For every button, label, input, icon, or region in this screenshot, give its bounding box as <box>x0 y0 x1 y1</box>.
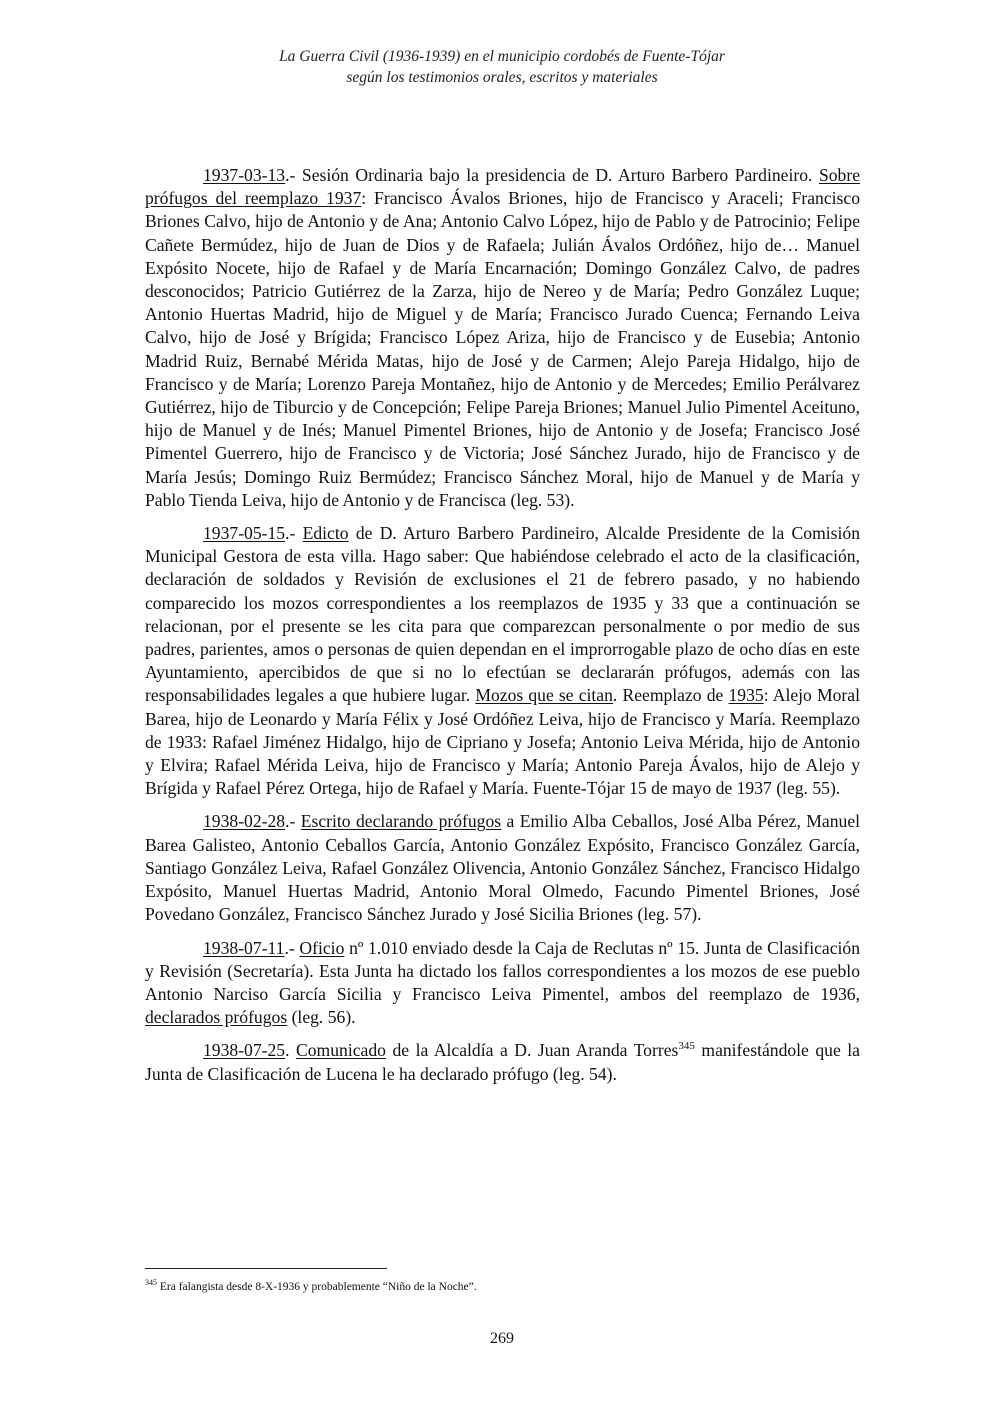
entry-separator: .- <box>285 811 301 832</box>
footnote-divider <box>145 1268 387 1269</box>
entry-document-type: Edicto <box>302 523 349 544</box>
footnote-reference[interactable]: 345 <box>678 1040 695 1053</box>
entry-date: 1938-02-28 <box>203 811 286 832</box>
entry-1937-05-15 <box>145 522 860 800</box>
entry-text: de la Alcaldía a D. Juan Aranda Torres <box>385 1040 679 1061</box>
entry-1938-02-28 <box>145 810 860 926</box>
entry-underlined-year: 1935 <box>728 685 764 706</box>
entry-text: : Francisco Ávalos Briones, hijo de Francisco y Araceli; Francisco Briones Calvo, hijo de Antonio y de Ana; Antonio Calvo López, hijo de Pablo y de Patrocinio; Felipe Cañete Bermúdez, hijo de Juan de Dios y de Rafaela; Julián Ávalos Ordóñez, hijo de… Manuel Expósito Nocete, hijo de Rafael y de María Encarnación; Domingo González Calvo, de padres desconocidos; Patricio Gutiérrez de la Zarza, hijo de Nereo y de María; Pedro González Luque; Antonio Huertas Madrid, hijo de Miguel y de María; Francisco Jurado Cuenca; Fernando Leiva Calvo, hijo de José y Brígida; Francisco López Ariza, hijo de Francisco y de Eusebia; Antonio Madrid Ruiz, Bernabé Mérida Matas, hijo de José y de Carmen; Alejo Pareja Hidalgo, hijo de Francisco y de María; Lorenzo Pareja Montañez, hijo de Antonio y de Mercedes; Emilio Perálvarez Gutiérrez, hijo de Tiburcio y de Concepción; Felipe Pareja Briones; Manuel Julio Pimentel Aceituno, hijo de Manuel y de Inés; Manuel Pimentel Briones, hijo de Antonio y de Josefa; Francisco José Pimentel Guerrero, hijo de Francisco y de Victoria; José Sánchez Jurado, hijo de Francisco y de María Jesús; Domingo Ruiz Bermúdez; Francisco Sánchez Moral, hijo de Manuel y de María y Pablo Tienda Leiva, hijo de Antonio y de Francisca (leg. 53). <box>145 188 861 510</box>
entry-underlined-phrase: declarados prófugos <box>145 1007 288 1028</box>
entry-date: 1938-07-11 <box>203 937 285 958</box>
entry-document-type: Oficio <box>299 937 345 958</box>
entry-text: manifestándole que la Junta de Clasificación de Lucena le ha declarado prófugo (leg. 54). <box>145 1040 860 1084</box>
entry-document-type: Comunicado <box>296 1040 386 1061</box>
header-line-2: según los testimonios orales, escritos y materiales <box>346 69 658 86</box>
entry-document-type: Escrito declarando prófugos <box>300 811 502 832</box>
entry-topic: Sobre prófugos del reemplazo 1937 <box>145 165 860 209</box>
entry-text: a Emilio Alba Ceballos, José Alba Pérez, Manuel Barea Galisteo, Antonio Ceballos García, Antonio González Expósito, Francisco González García, Santiago González Leiva, Rafael González Olivencia, Antonio González Sánchez, Francisco Hidalgo Expósito, Manuel Huertas Madrid, Antonio Moral Olmedo, Facundo Pimentel Briones, José Povedano González, Francisco Sánchez Jurado y José Sicilia Briones (leg. 57). <box>145 811 861 925</box>
entry-text: : Alejo Moral Barea, hijo de Leonardo y María Félix y José Ordóñez Leiva, hijo de Francisco y María. Reemplazo de 1933: Rafael Jiménez Hidalgo, hijo de Cipriano y Josefa; Antonio Leiva Mérida, hijo de Antonio y Elvira; Rafael Mérida Leiva, hijo de Francisco y María; Antonio Pareja Ávalos, hijo de Alejo y Brígida y Rafael Pérez Ortega, hijo de Rafael y María. Fuente-Tójar 15 de mayo de 1937 (leg. 55). <box>145 685 860 799</box>
entry-text: (leg. 56). <box>287 1007 356 1028</box>
footnote-text: Era falangista desde 8-X-1936 y probablemente “Niño de la Noche”. <box>157 1281 477 1293</box>
entry-separator: .- <box>285 165 302 185</box>
main-text <box>145 164 860 1096</box>
entry-text: de D. Arturo Barbero Pardineiro, Alcalde Presidente de la Comisión Municipal Gestora de esta villa. Hago saber: Que habiéndose celebrado el acto de la clasificación, declaración de soldados y Revisión de exclusiones el 21 de febrero pasado, y no habiendo comparecido los mozos correspondientes a los reemplazos de 1935 y 33 que a continuación se relacionan, por el presente se les cita para que comparezcan personalmente o por medio de sus padres, parientes, amos o personas de quien dependan en el improrrogable plazo de ocho días en este Ayuntamiento, apercibidos de que si no lo efectúan se declararán prófugos, además con las responsabilidades legales a que hubiere lugar. <box>145 523 860 706</box>
footnote <box>145 1280 860 1294</box>
entry-text: nº 1.010 enviado desde la Caja de Reclutas nº 15. Junta de Clasificación y Revisión (Secretaría). Esta Junta ha dictado los fallos correspondientes a los mozos de ese pueblo Antonio Narciso García Sicilia y Francisco Leiva Pimentel, ambos del reemplazo de 1936, <box>145 937 860 1004</box>
entry-underlined-phrase: Mozos que se citan <box>475 685 613 706</box>
entry-text: . Reemplazo de <box>612 685 729 706</box>
entry-1937-03-13 <box>145 164 860 512</box>
entry-1938-07-11 <box>145 937 860 1030</box>
entry-date: 1938-07-25 <box>203 1040 286 1061</box>
entry-1938-07-25 <box>145 1039 860 1085</box>
page-number: 269 <box>490 1330 514 1347</box>
footnote-number: 345 <box>145 1278 157 1288</box>
entry-separator: .- <box>285 523 303 544</box>
entry-date: 1937-03-13 <box>203 165 286 185</box>
entry-separator: . <box>285 1040 297 1061</box>
entry-text: Sesión Ordinaria bajo la presidencia de D. Arturo Barbero Pardineiro. <box>301 165 819 185</box>
running-header <box>0 46 1004 88</box>
header-line-1: La Guerra Civil (1936-1939) en el municipio cordobés de Fuente-Tójar <box>279 48 725 65</box>
entry-separator: .- <box>284 937 300 958</box>
entry-date: 1937-05-15 <box>203 523 286 544</box>
